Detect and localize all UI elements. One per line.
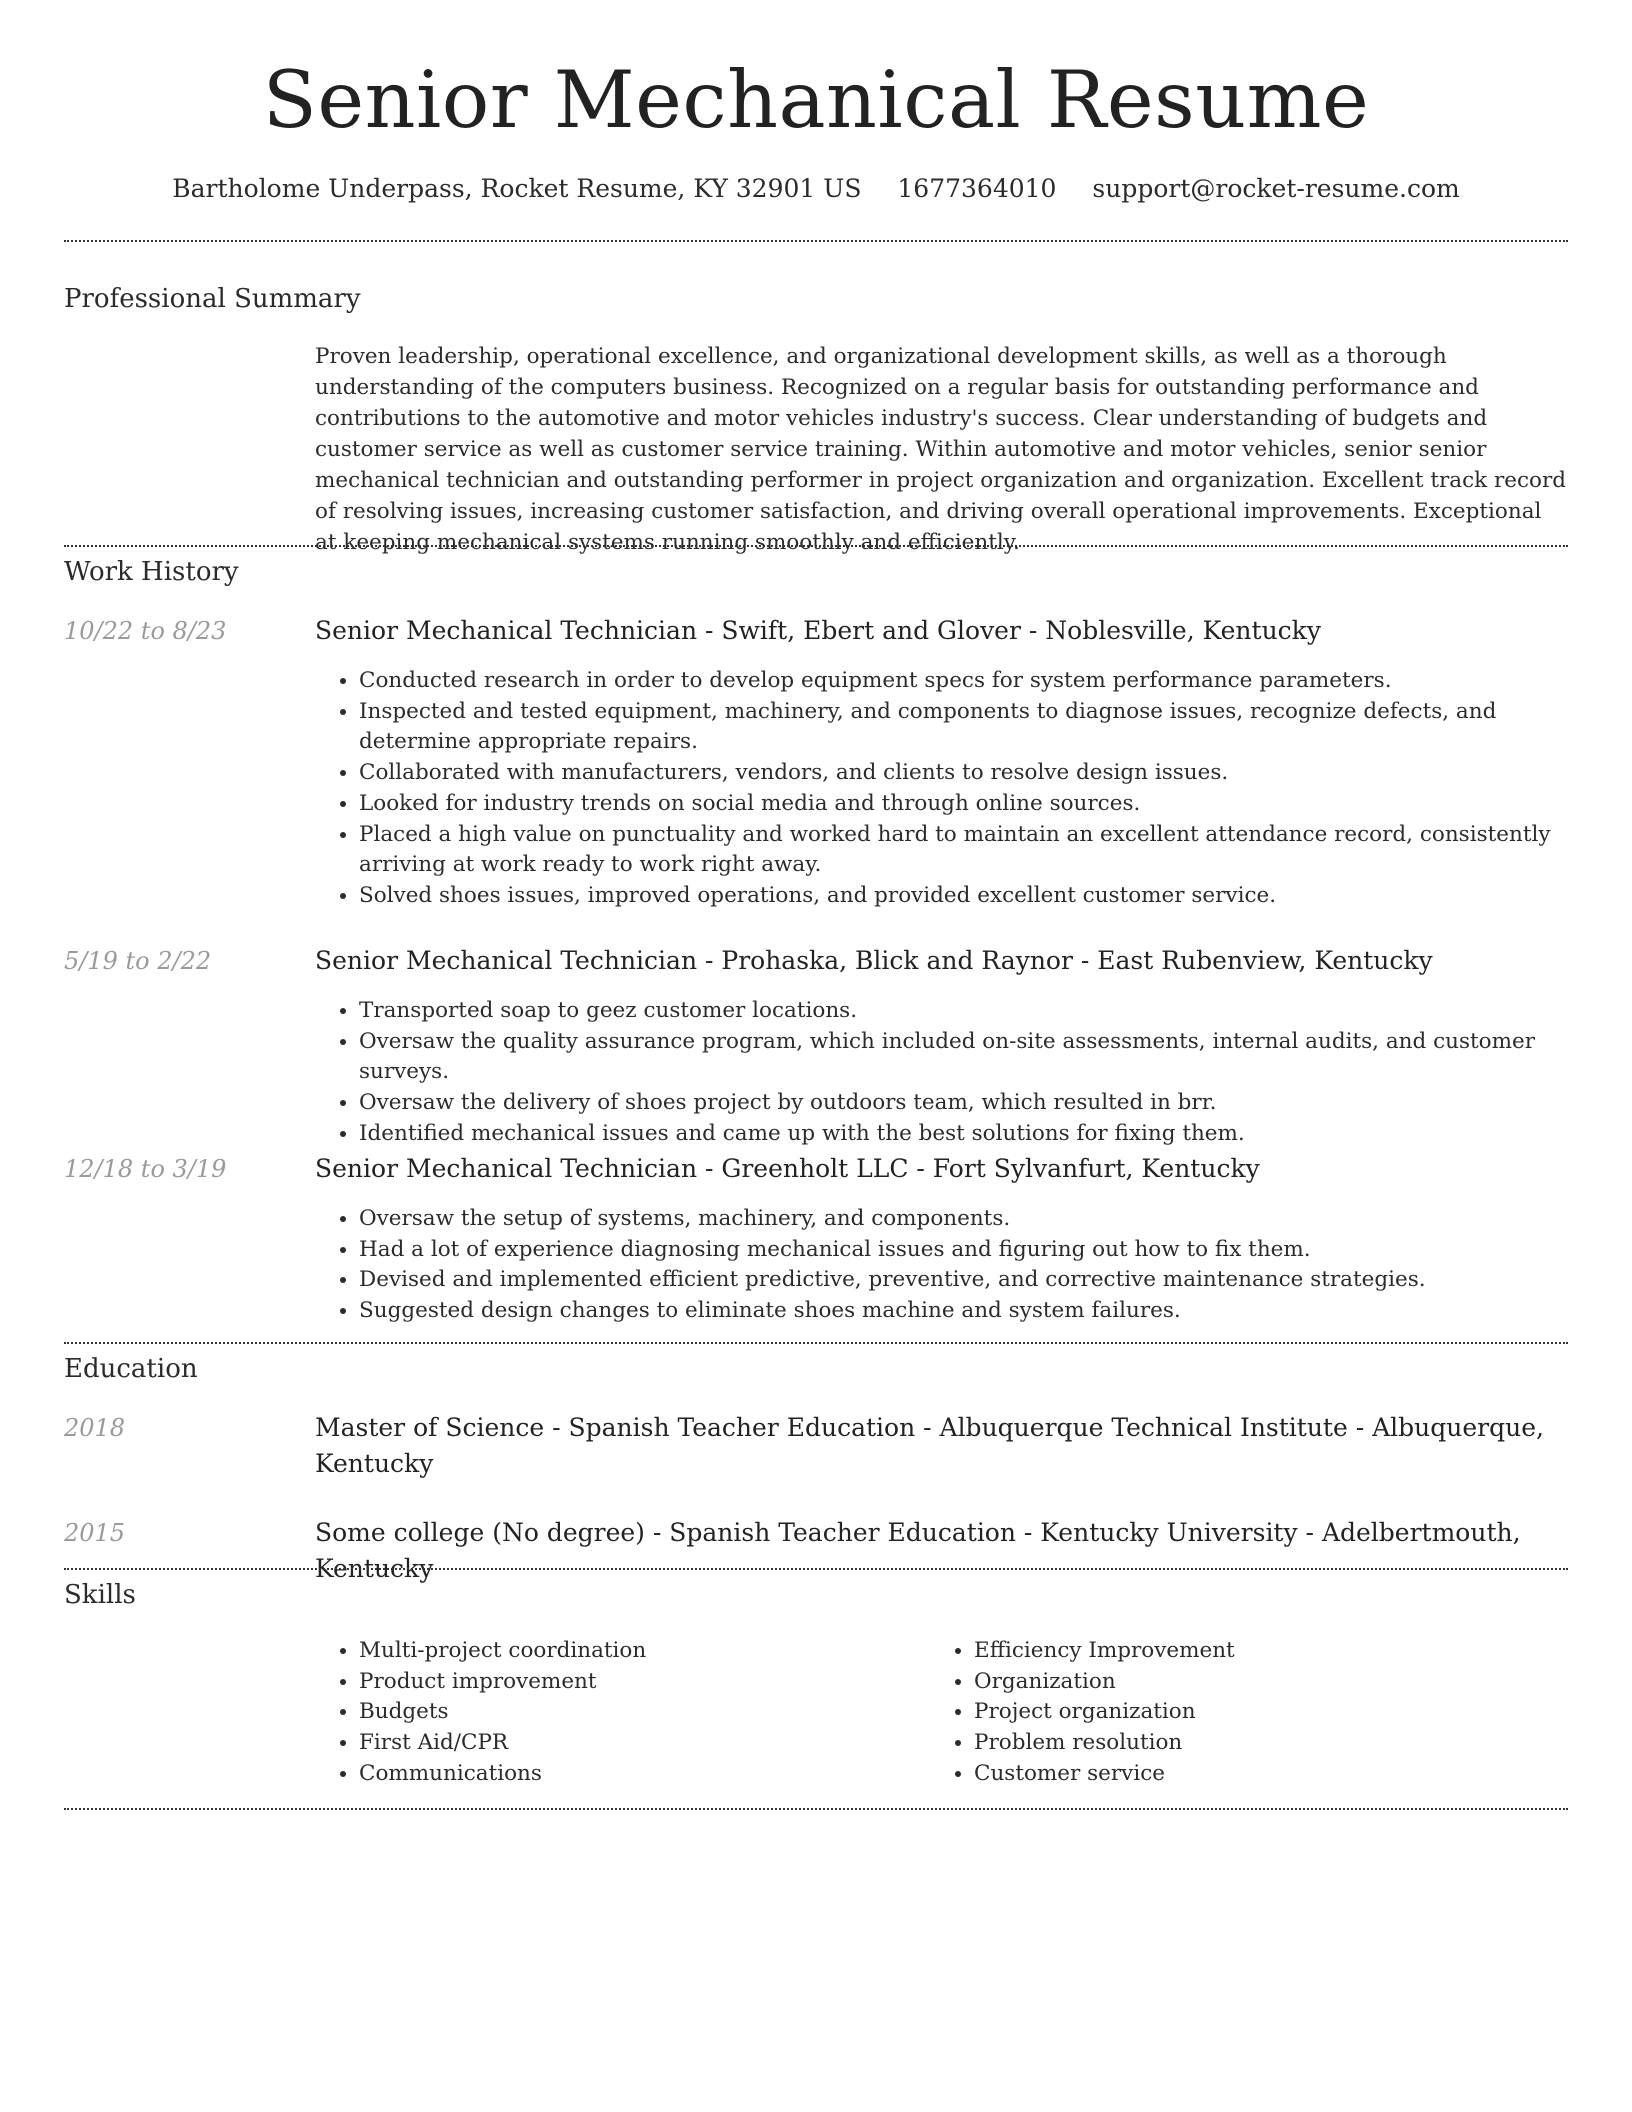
skill-item: • Efficiency Improvement: [974, 1636, 1568, 1667]
contact-line: [64, 172, 1568, 206]
skill-item: • Problem resolution: [974, 1728, 1568, 1759]
summary-heading: Professional Summary: [64, 284, 361, 314]
job-bullet: • Oversaw the delivery of shoes project by outdoors team, which resulted in brr.: [359, 1088, 1568, 1119]
job-bullet: • Oversaw the setup of systems, machinery, and components.: [359, 1204, 1568, 1235]
skill-item: • Organization: [974, 1667, 1568, 1698]
job-bullet: • Had a lot of experience diagnosing mechanical issues and figuring out how to fix them.: [359, 1235, 1568, 1266]
education-year: 2015: [64, 1519, 126, 1547]
contact-phone: 1677364010: [897, 174, 1057, 203]
skill-item: • Customer service: [974, 1759, 1568, 1790]
job-bullet: • Solved shoes issues, improved operations, and provided excellent customer service.: [359, 881, 1568, 912]
summary-text: Proven leadership, operational excellence, and organizational development skills, as well as a thorough understanding of the computers business. Recognized on a regular basis for outstanding performance and contributions to the automotive and motor vehicles industry's success. Clear understanding of budgets and customer service as well as customer service training. Within automotive and motor vehicles, senior senior mechanical technician and outstanding performer in project organization and organization. Excellent track record of resolving issues, increasing customer satisfaction, and driving overall operational improvements. Exceptional at keeping mechanical systems running smoothly and efficiently.: [315, 344, 1566, 555]
job-dates: 10/22 to 8/23: [64, 617, 227, 645]
education-heading: Education: [64, 1354, 198, 1384]
job-bullet: • Suggested design changes to eliminate shoes machine and system failures.: [359, 1296, 1568, 1327]
job-dates: 5/19 to 2/22: [64, 947, 212, 975]
job-title: Senior Mechanical Technician - Prohaska, Blick and Raynor - East Rubenview, Kentucky: [315, 946, 1433, 975]
job-bullet: • Oversaw the quality assurance program, which included on-site assessments, internal audits, and customer surveys.: [359, 1027, 1568, 1088]
divider: [64, 545, 1568, 547]
divider: [64, 1568, 1568, 1570]
job-bullet: • Conducted research in order to develop equipment specs for system performance parameters.: [359, 666, 1568, 697]
divider: [64, 1342, 1568, 1344]
work-history-heading: Work History: [64, 557, 239, 587]
job-bullets: [315, 1204, 1568, 1327]
education-entry: Some college (No degree) - Spanish Teacher Education - Kentucky University - Adelbertmouth, Kentucky: [315, 1518, 1521, 1583]
skill-item: • Communications: [359, 1759, 915, 1790]
job-bullets: [315, 666, 1568, 912]
job-bullet: • Transported soap to geez customer locations.: [359, 996, 1568, 1027]
job-bullet: • Placed a high value on punctuality and worked hard to maintain an excellent attendance record, consistently arriving at work ready to work right away.: [359, 820, 1568, 881]
job-dates: 12/18 to 3/19: [64, 1155, 227, 1183]
job-bullet: • Identified mechanical issues and came up with the best solutions for fixing them.: [359, 1119, 1568, 1150]
skills-list-right: [930, 1636, 1568, 1790]
contact-address: Bartholome Underpass, Rocket Resume, KY 32901 US: [172, 174, 862, 203]
skill-item: • Project organization: [974, 1697, 1568, 1728]
job-bullet: • Collaborated with manufacturers, vendors, and clients to resolve design issues.: [359, 758, 1568, 789]
education-entry: Master of Science - Spanish Teacher Education - Albuquerque Technical Institute - Albuquerque, Kentucky: [315, 1413, 1544, 1478]
skill-item: • Product improvement: [359, 1667, 915, 1698]
job-bullet: • Devised and implemented efficient predictive, preventive, and corrective maintenance strategies.: [359, 1265, 1568, 1296]
skill-item: • Budgets: [359, 1697, 915, 1728]
resume-title: Senior Mechanical Resume: [262, 54, 1370, 146]
education-year: 2018: [64, 1414, 126, 1442]
divider: [64, 1808, 1568, 1810]
contact-email: support@rocket-resume.com: [1092, 174, 1460, 203]
job-bullet: • Looked for industry trends on social media and through online sources.: [359, 789, 1568, 820]
skill-item: • First Aid/CPR: [359, 1728, 915, 1759]
job-title: Senior Mechanical Technician - Swift, Ebert and Glover - Noblesville, Kentucky: [315, 616, 1321, 645]
job-bullet: • Inspected and tested equipment, machinery, and components to diagnose issues, recognize defects, and determine appropriate repairs.: [359, 697, 1568, 758]
job-title: Senior Mechanical Technician - Greenholt LLC - Fort Sylvanfurt, Kentucky: [315, 1154, 1260, 1183]
skills-list-left: [315, 1636, 915, 1790]
skills-heading: Skills: [64, 1580, 136, 1610]
job-bullets: [315, 996, 1568, 1150]
skill-item: • Multi-project coordination: [359, 1636, 915, 1667]
divider: [64, 240, 1568, 242]
